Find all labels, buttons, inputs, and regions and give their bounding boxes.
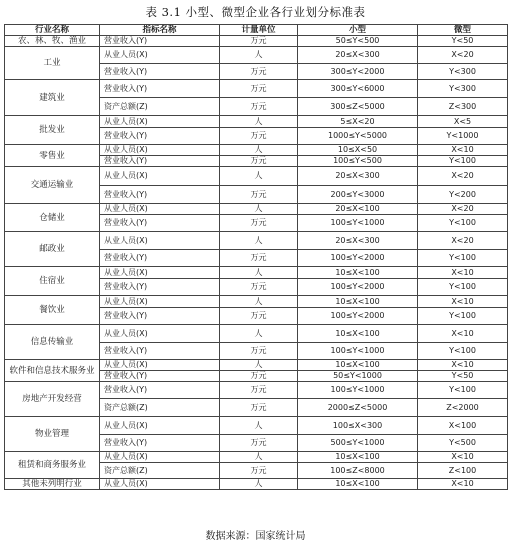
industry-name: 农、林、牧、渔业	[5, 36, 100, 47]
small-threshold: 100≤X<300	[298, 417, 418, 435]
indicator-name: 营业收入(Y)	[100, 186, 220, 204]
table-row	[5, 80, 508, 98]
unit-cell: 万元	[220, 250, 298, 267]
small-threshold: 500≤Y<1000	[298, 435, 418, 452]
small-threshold: 100≤Y<2000	[298, 279, 418, 296]
micro-threshold: Y<100	[418, 156, 508, 167]
table-row	[5, 145, 508, 156]
micro-threshold: X<10	[418, 360, 508, 371]
indicator-name: 营业收入(Y)	[100, 382, 220, 399]
indicator-name: 从业人员(X)	[100, 116, 220, 128]
unit-cell: 万元	[220, 215, 298, 232]
industry-name: 软件和信息技术服务业	[5, 360, 100, 382]
micro-threshold: X<10	[418, 267, 508, 279]
unit-cell: 人	[220, 232, 298, 250]
table-row	[5, 382, 508, 399]
unit-cell: 万元	[220, 343, 298, 360]
industry-name: 物业管理	[5, 417, 100, 452]
small-threshold: 10≤X<100	[298, 267, 418, 279]
indicator-name: 从业人员(X)	[100, 267, 220, 279]
table-row	[5, 36, 508, 47]
industry-name: 餐饮业	[5, 296, 100, 325]
micro-threshold: Z<100	[418, 463, 508, 479]
small-threshold: 10≤X<100	[298, 360, 418, 371]
small-threshold: 1000≤Y<5000	[298, 128, 418, 145]
unit-cell: 人	[220, 47, 298, 64]
indicator-name: 从业人员(X)	[100, 232, 220, 250]
indicator-name: 从业人员(X)	[100, 325, 220, 343]
micro-threshold: X<10	[418, 296, 508, 308]
unit-cell: 万元	[220, 80, 298, 98]
header-micro: 微型	[418, 25, 508, 36]
unit-cell: 万元	[220, 371, 298, 382]
indicator-name: 从业人员(X)	[100, 204, 220, 215]
micro-threshold: Y<200	[418, 186, 508, 204]
unit-cell: 万元	[220, 279, 298, 296]
micro-threshold: Y<1000	[418, 128, 508, 145]
header-unit: 计量单位	[220, 25, 298, 36]
small-threshold: 5≤X<20	[298, 116, 418, 128]
table-row	[5, 417, 508, 435]
unit-cell: 人	[220, 479, 298, 490]
unit-cell: 万元	[220, 463, 298, 479]
small-threshold: 50≤Y<500	[298, 36, 418, 47]
small-threshold: 300≤Y<6000	[298, 80, 418, 98]
unit-cell: 人	[220, 267, 298, 279]
small-threshold: 10≤X<100	[298, 296, 418, 308]
unit-cell: 人	[220, 360, 298, 371]
micro-threshold: X<10	[418, 145, 508, 156]
micro-threshold: Y<100	[418, 382, 508, 399]
table-row	[5, 267, 508, 279]
small-threshold: 100≤Y<1000	[298, 382, 418, 399]
industry-name: 仓储业	[5, 204, 100, 232]
micro-threshold: X<10	[418, 452, 508, 463]
table-row	[5, 204, 508, 215]
small-threshold: 100≤Y<1000	[298, 215, 418, 232]
micro-threshold: Z<300	[418, 98, 508, 116]
table-row	[5, 232, 508, 250]
small-threshold: 20≤X<300	[298, 167, 418, 186]
industry-name: 交通运输业	[5, 167, 100, 204]
industry-name: 住宿业	[5, 267, 100, 296]
unit-cell: 人	[220, 452, 298, 463]
indicator-name: 从业人员(X)	[100, 417, 220, 435]
small-threshold: 20≤X<300	[298, 47, 418, 64]
indicator-name: 从业人员(X)	[100, 296, 220, 308]
micro-threshold: Y<50	[418, 36, 508, 47]
table-row	[5, 296, 508, 308]
indicator-name: 营业收入(Y)	[100, 308, 220, 325]
industry-name: 邮政业	[5, 232, 100, 267]
industry-name: 房地产开发经营	[5, 382, 100, 417]
small-threshold: 100≤Y<2000	[298, 250, 418, 267]
table-row	[5, 167, 508, 186]
indicator-name: 营业收入(Y)	[100, 215, 220, 232]
indicator-name: 营业收入(Y)	[100, 279, 220, 296]
unit-cell: 人	[220, 296, 298, 308]
indicator-name: 从业人员(X)	[100, 452, 220, 463]
header-industry: 行业名称	[5, 25, 100, 36]
small-threshold: 200≤Y<3000	[298, 186, 418, 204]
indicator-name: 资产总额(Z)	[100, 463, 220, 479]
indicator-name: 营业收入(Y)	[100, 435, 220, 452]
small-threshold: 10≤X<100	[298, 479, 418, 490]
small-threshold: 20≤X<100	[298, 204, 418, 215]
indicator-name: 营业收入(Y)	[100, 371, 220, 382]
small-threshold: 10≤X<50	[298, 145, 418, 156]
indicator-name: 营业收入(Y)	[100, 343, 220, 360]
unit-cell: 人	[220, 417, 298, 435]
unit-cell: 万元	[220, 308, 298, 325]
small-threshold: 20≤X<300	[298, 232, 418, 250]
small-threshold: 300≤Y<2000	[298, 64, 418, 80]
table-header-row	[5, 25, 508, 36]
table-row	[5, 116, 508, 128]
table-row	[5, 479, 508, 490]
micro-threshold: Z<2000	[418, 399, 508, 417]
unit-cell: 万元	[220, 36, 298, 47]
indicator-name: 从业人员(X)	[100, 360, 220, 371]
industry-name: 批发业	[5, 116, 100, 145]
indicator-name: 营业收入(Y)	[100, 250, 220, 267]
indicator-name: 从业人员(X)	[100, 47, 220, 64]
micro-threshold: X<10	[418, 479, 508, 490]
micro-threshold: X<100	[418, 417, 508, 435]
micro-threshold: Y<100	[418, 279, 508, 296]
micro-threshold: Y<100	[418, 215, 508, 232]
micro-threshold: Y<100	[418, 250, 508, 267]
indicator-name: 从业人员(X)	[100, 145, 220, 156]
micro-threshold: X<20	[418, 167, 508, 186]
unit-cell: 万元	[220, 156, 298, 167]
small-threshold: 10≤X<100	[298, 452, 418, 463]
industry-name: 工业	[5, 47, 100, 80]
small-threshold: 10≤X<100	[298, 325, 418, 343]
indicator-name: 营业收入(Y)	[100, 128, 220, 145]
unit-cell: 万元	[220, 382, 298, 399]
small-threshold: 50≤Y<1000	[298, 371, 418, 382]
micro-threshold: X<20	[418, 47, 508, 64]
indicator-name: 资产总额(Z)	[100, 399, 220, 417]
table-title: 表 3.1 小型、微型企业各行业划分标准表	[145, 5, 366, 19]
indicator-name: 资产总额(Z)	[100, 98, 220, 116]
small-threshold: 100≤Y<500	[298, 156, 418, 167]
unit-cell: 万元	[220, 399, 298, 417]
table-row	[5, 325, 508, 343]
micro-threshold: Y<500	[418, 435, 508, 452]
table-row	[5, 452, 508, 463]
micro-threshold: Y<100	[418, 343, 508, 360]
unit-cell: 人	[220, 204, 298, 215]
small-threshold: 300≤Z<5000	[298, 98, 418, 116]
indicator-name: 从业人员(X)	[100, 479, 220, 490]
unit-cell: 万元	[220, 435, 298, 452]
unit-cell: 万元	[220, 64, 298, 80]
indicator-name: 从业人员(X)	[100, 167, 220, 186]
indicator-name: 营业收入(Y)	[100, 80, 220, 98]
small-threshold: 100≤Y<1000	[298, 343, 418, 360]
micro-threshold: Y<100	[418, 308, 508, 325]
industry-name: 零售业	[5, 145, 100, 167]
micro-threshold: X<20	[418, 232, 508, 250]
table-row	[5, 360, 508, 371]
industry-name: 信息传输业	[5, 325, 100, 360]
unit-cell: 人	[220, 167, 298, 186]
micro-threshold: X<20	[418, 204, 508, 215]
micro-threshold: Y<50	[418, 371, 508, 382]
small-threshold: 2000≤Z<5000	[298, 399, 418, 417]
table-row	[5, 47, 508, 64]
industry-name: 建筑业	[5, 80, 100, 116]
enterprise-classification-table	[4, 24, 508, 490]
micro-threshold: X<10	[418, 325, 508, 343]
data-source: 数据来源：国家统计局	[205, 531, 306, 542]
micro-threshold: Y<300	[418, 64, 508, 80]
unit-cell: 万元	[220, 128, 298, 145]
industry-name: 其他未列明行业	[5, 479, 100, 490]
small-threshold: 100≤Z<8000	[298, 463, 418, 479]
unit-cell: 人	[220, 116, 298, 128]
indicator-name: 营业收入(Y)	[100, 64, 220, 80]
header-indicator: 指标名称	[100, 25, 220, 36]
unit-cell: 万元	[220, 98, 298, 116]
header-small: 小型	[298, 25, 418, 36]
indicator-name: 营业收入(Y)	[100, 156, 220, 167]
micro-threshold: Y<300	[418, 80, 508, 98]
small-threshold: 100≤Y<2000	[298, 308, 418, 325]
unit-cell: 人	[220, 325, 298, 343]
unit-cell: 万元	[220, 186, 298, 204]
unit-cell: 人	[220, 145, 298, 156]
industry-name: 租赁和商务服务业	[5, 452, 100, 479]
micro-threshold: X<5	[418, 116, 508, 128]
indicator-name: 营业收入(Y)	[100, 36, 220, 47]
